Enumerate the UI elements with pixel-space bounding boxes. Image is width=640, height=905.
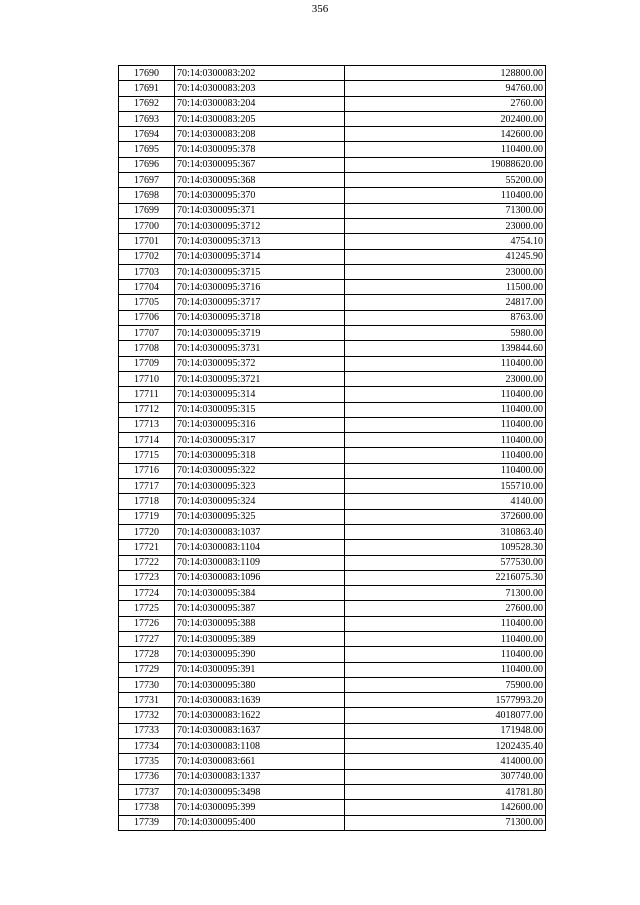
cadastral-number-cell: 70:14:0300083:1639 [175,693,345,708]
row-number-cell: 17697 [119,173,175,188]
cadastral-value-cell: 4140.00 [345,494,546,509]
cadastral-number-cell: 70:14:0300095:318 [175,448,345,463]
cadastral-value-cell: 27600.00 [345,601,546,616]
cadastral-number-cell: 70:14:0300095:3713 [175,234,345,249]
row-number-cell: 17696 [119,157,175,172]
table-row [119,127,546,142]
cadastral-number-cell: 70:14:0300095:317 [175,433,345,448]
table-row [119,142,546,157]
row-number-cell: 17690 [119,66,175,81]
cadastral-number-cell: 70:14:0300083:1622 [175,708,345,723]
table-row [119,601,546,616]
page-number: 356 [311,3,329,15]
cadastral-value-cell: 307740.00 [345,769,546,784]
table-row [119,387,546,402]
row-number-cell: 17735 [119,754,175,769]
row-number-cell: 17736 [119,769,175,784]
table-row [119,739,546,754]
cadastral-value-cell: 142600.00 [345,127,546,142]
cadastral-value-cell: 110400.00 [345,463,546,478]
row-number-cell: 17724 [119,586,175,601]
row-number-cell: 17695 [119,142,175,157]
cadastral-number-cell: 70:14:0300095:3717 [175,295,345,310]
cadastral-number-cell: 70:14:0300095:387 [175,601,345,616]
cadastral-number-cell: 70:14:0300095:367 [175,157,345,172]
row-number-cell: 17698 [119,188,175,203]
cadastral-number-cell: 70:14:0300095:390 [175,647,345,662]
cadastral-value-cell: 94760.00 [345,81,546,96]
cadastral-value-cell: 110400.00 [345,448,546,463]
cadastral-value-cell: 142600.00 [345,800,546,815]
row-number-cell: 17692 [119,96,175,111]
row-number-cell: 17721 [119,540,175,555]
cadastral-value-cell: 1202435.40 [345,739,546,754]
cadastral-number-cell: 70:14:0300095:3712 [175,218,345,233]
cadastral-number-cell: 70:14:0300095:388 [175,616,345,631]
cadastral-value-cell: 2760.00 [345,96,546,111]
cadastral-number-cell: 70:14:0300095:370 [175,188,345,203]
row-number-cell: 17734 [119,739,175,754]
table-row [119,280,546,295]
table-row [119,784,546,799]
cadastral-value-cell: 4754.10 [345,234,546,249]
cadastral-number-cell: 70:14:0300095:3718 [175,310,345,325]
cadastral-number-cell: 70:14:0300083:1109 [175,555,345,570]
cadastral-number-cell: 70:14:0300095:3731 [175,341,345,356]
cadastral-value-cell: 1577993.20 [345,693,546,708]
cadastral-value-cell: 110400.00 [345,662,546,677]
cadastral-number-cell: 70:14:0300095:3721 [175,371,345,386]
row-number-cell: 17732 [119,708,175,723]
cadastral-number-cell: 70:14:0300083:1108 [175,739,345,754]
table-row [119,218,546,233]
table-row [119,463,546,478]
cadastral-value-cell: 75900.00 [345,677,546,692]
cadastral-value-cell: 110400.00 [345,631,546,646]
table-row [119,81,546,96]
cadastral-value-cell: 71300.00 [345,586,546,601]
table-row [119,96,546,111]
cadastral-value-table [118,65,546,831]
table-row [119,264,546,279]
row-number-cell: 17717 [119,479,175,494]
cadastral-number-cell: 70:14:0300083:1037 [175,524,345,539]
cadastral-number-cell: 70:14:0300083:1337 [175,769,345,784]
cadastral-value-cell: 372600.00 [345,509,546,524]
cadastral-value-cell: 110400.00 [345,142,546,157]
cadastral-number-cell: 70:14:0300095:3498 [175,784,345,799]
cadastral-number-cell: 70:14:0300095:368 [175,173,345,188]
table-row [119,111,546,126]
table-row [119,173,546,188]
table-row [119,616,546,631]
table-row [119,754,546,769]
row-number-cell: 17699 [119,203,175,218]
cadastral-number-cell: 70:14:0300083:1104 [175,540,345,555]
cadastral-number-cell: 70:14:0300095:399 [175,800,345,815]
cadastral-number-cell: 70:14:0300095:325 [175,509,345,524]
cadastral-value-cell: 23000.00 [345,264,546,279]
cadastral-value-cell: 110400.00 [345,616,546,631]
cadastral-number-cell: 70:14:0300095:314 [175,387,345,402]
table-row [119,769,546,784]
cadastral-value-cell: 41245.90 [345,249,546,264]
cadastral-number-cell: 70:14:0300095:323 [175,479,345,494]
cadastral-number-cell: 70:14:0300095:322 [175,463,345,478]
cadastral-value-cell: 577530.00 [345,555,546,570]
cadastral-value-cell: 110400.00 [345,417,546,432]
table-row [119,540,546,555]
cadastral-number-cell: 70:14:0300095:3714 [175,249,345,264]
table-row [119,356,546,371]
row-number-cell: 17701 [119,234,175,249]
cadastral-value-cell: 11500.00 [345,280,546,295]
table-row [119,647,546,662]
row-number-cell: 17703 [119,264,175,279]
table-row [119,677,546,692]
cadastral-number-cell: 70:14:0300083:1637 [175,723,345,738]
table-row [119,494,546,509]
cadastral-value-cell: 155710.00 [345,479,546,494]
row-number-cell: 17712 [119,402,175,417]
cadastral-value-cell: 41781.80 [345,784,546,799]
row-number-cell: 17707 [119,326,175,341]
table-row [119,662,546,677]
table-row [119,326,546,341]
cadastral-number-cell: 70:14:0300083:202 [175,66,345,81]
table-row [119,708,546,723]
cadastral-value-cell: 310863.40 [345,524,546,539]
cadastral-number-cell: 70:14:0300095:378 [175,142,345,157]
cadastral-number-cell: 70:14:0300083:1096 [175,570,345,585]
table-row [119,371,546,386]
cadastral-number-cell: 70:14:0300095:3716 [175,280,345,295]
cadastral-value-cell: 171948.00 [345,723,546,738]
row-number-cell: 17693 [119,111,175,126]
row-number-cell: 17731 [119,693,175,708]
row-number-cell: 17706 [119,310,175,325]
table-row [119,234,546,249]
row-number-cell: 17729 [119,662,175,677]
cadastral-number-cell: 70:14:0300083:203 [175,81,345,96]
cadastral-number-cell: 70:14:0300095:372 [175,356,345,371]
row-number-cell: 17704 [119,280,175,295]
table-row [119,157,546,172]
cadastral-value-cell: 8763.00 [345,310,546,325]
table-body [119,66,546,831]
table-row [119,555,546,570]
row-number-cell: 17719 [119,509,175,524]
row-number-cell: 17711 [119,387,175,402]
cadastral-number-cell: 70:14:0300095:371 [175,203,345,218]
cadastral-value-cell: 23000.00 [345,218,546,233]
table-row [119,402,546,417]
cadastral-number-cell: 70:14:0300083:208 [175,127,345,142]
row-number-cell: 17716 [119,463,175,478]
row-number-cell: 17700 [119,218,175,233]
table-row [119,188,546,203]
table-row [119,524,546,539]
table-row [119,295,546,310]
cadastral-number-cell: 70:14:0300095:380 [175,677,345,692]
table-row [119,723,546,738]
row-number-cell: 17691 [119,81,175,96]
row-number-cell: 17726 [119,616,175,631]
table-row [119,341,546,356]
cadastral-value-cell: 128800.00 [345,66,546,81]
table-row [119,693,546,708]
row-number-cell: 17720 [119,524,175,539]
cadastral-number-cell: 70:14:0300095:400 [175,815,345,830]
cadastral-value-cell: 5980.00 [345,326,546,341]
row-number-cell: 17709 [119,356,175,371]
cadastral-number-cell: 70:14:0300095:324 [175,494,345,509]
cadastral-value-cell: 4018077.00 [345,708,546,723]
row-number-cell: 17713 [119,417,175,432]
table-row [119,631,546,646]
cadastral-value-cell: 110400.00 [345,647,546,662]
cadastral-number-cell: 70:14:0300083:661 [175,754,345,769]
row-number-cell: 17722 [119,555,175,570]
table-row [119,448,546,463]
cadastral-value-cell: 110400.00 [345,188,546,203]
cadastral-value-cell: 71300.00 [345,203,546,218]
table-row [119,203,546,218]
cadastral-value-cell: 110400.00 [345,433,546,448]
row-number-cell: 17738 [119,800,175,815]
table-row [119,800,546,815]
row-number-cell: 17727 [119,631,175,646]
row-number-cell: 17708 [119,341,175,356]
table-row [119,433,546,448]
cadastral-number-cell: 70:14:0300095:315 [175,402,345,417]
table-row [119,586,546,601]
cadastral-number-cell: 70:14:0300095:391 [175,662,345,677]
cadastral-number-cell: 70:14:0300095:316 [175,417,345,432]
cadastral-value-cell: 414000.00 [345,754,546,769]
row-number-cell: 17737 [119,784,175,799]
row-number-cell: 17733 [119,723,175,738]
cadastral-value-cell: 110400.00 [345,356,546,371]
row-number-cell: 17739 [119,815,175,830]
table-row [119,417,546,432]
row-number-cell: 17694 [119,127,175,142]
row-number-cell: 17728 [119,647,175,662]
row-number-cell: 17718 [119,494,175,509]
table-row [119,66,546,81]
cadastral-value-cell: 19088620.00 [345,157,546,172]
cadastral-value-cell: 202400.00 [345,111,546,126]
table-row [119,815,546,830]
cadastral-number-cell: 70:14:0300083:204 [175,96,345,111]
row-number-cell: 17710 [119,371,175,386]
cadastral-value-cell: 71300.00 [345,815,546,830]
cadastral-number-cell: 70:14:0300095:3719 [175,326,345,341]
table-row [119,479,546,494]
table-row [119,509,546,524]
cadastral-value-cell: 23000.00 [345,371,546,386]
row-number-cell: 17723 [119,570,175,585]
row-number-cell: 17725 [119,601,175,616]
cadastral-number-cell: 70:14:0300083:205 [175,111,345,126]
cadastral-value-cell: 55200.00 [345,173,546,188]
row-number-cell: 17730 [119,677,175,692]
cadastral-value-cell: 110400.00 [345,387,546,402]
cadastral-value-cell: 2216075.30 [345,570,546,585]
row-number-cell: 17714 [119,433,175,448]
cadastral-value-cell: 24817.00 [345,295,546,310]
row-number-cell: 17702 [119,249,175,264]
cadastral-value-cell: 139844.60 [345,341,546,356]
cadastral-number-cell: 70:14:0300095:389 [175,631,345,646]
table-row [119,310,546,325]
cadastral-value-cell: 110400.00 [345,402,546,417]
cadastral-value-cell: 109528.30 [345,540,546,555]
cadastral-number-cell: 70:14:0300095:384 [175,586,345,601]
row-number-cell: 17705 [119,295,175,310]
cadastral-number-cell: 70:14:0300095:3715 [175,264,345,279]
table-row [119,249,546,264]
table-row [119,570,546,585]
row-number-cell: 17715 [119,448,175,463]
